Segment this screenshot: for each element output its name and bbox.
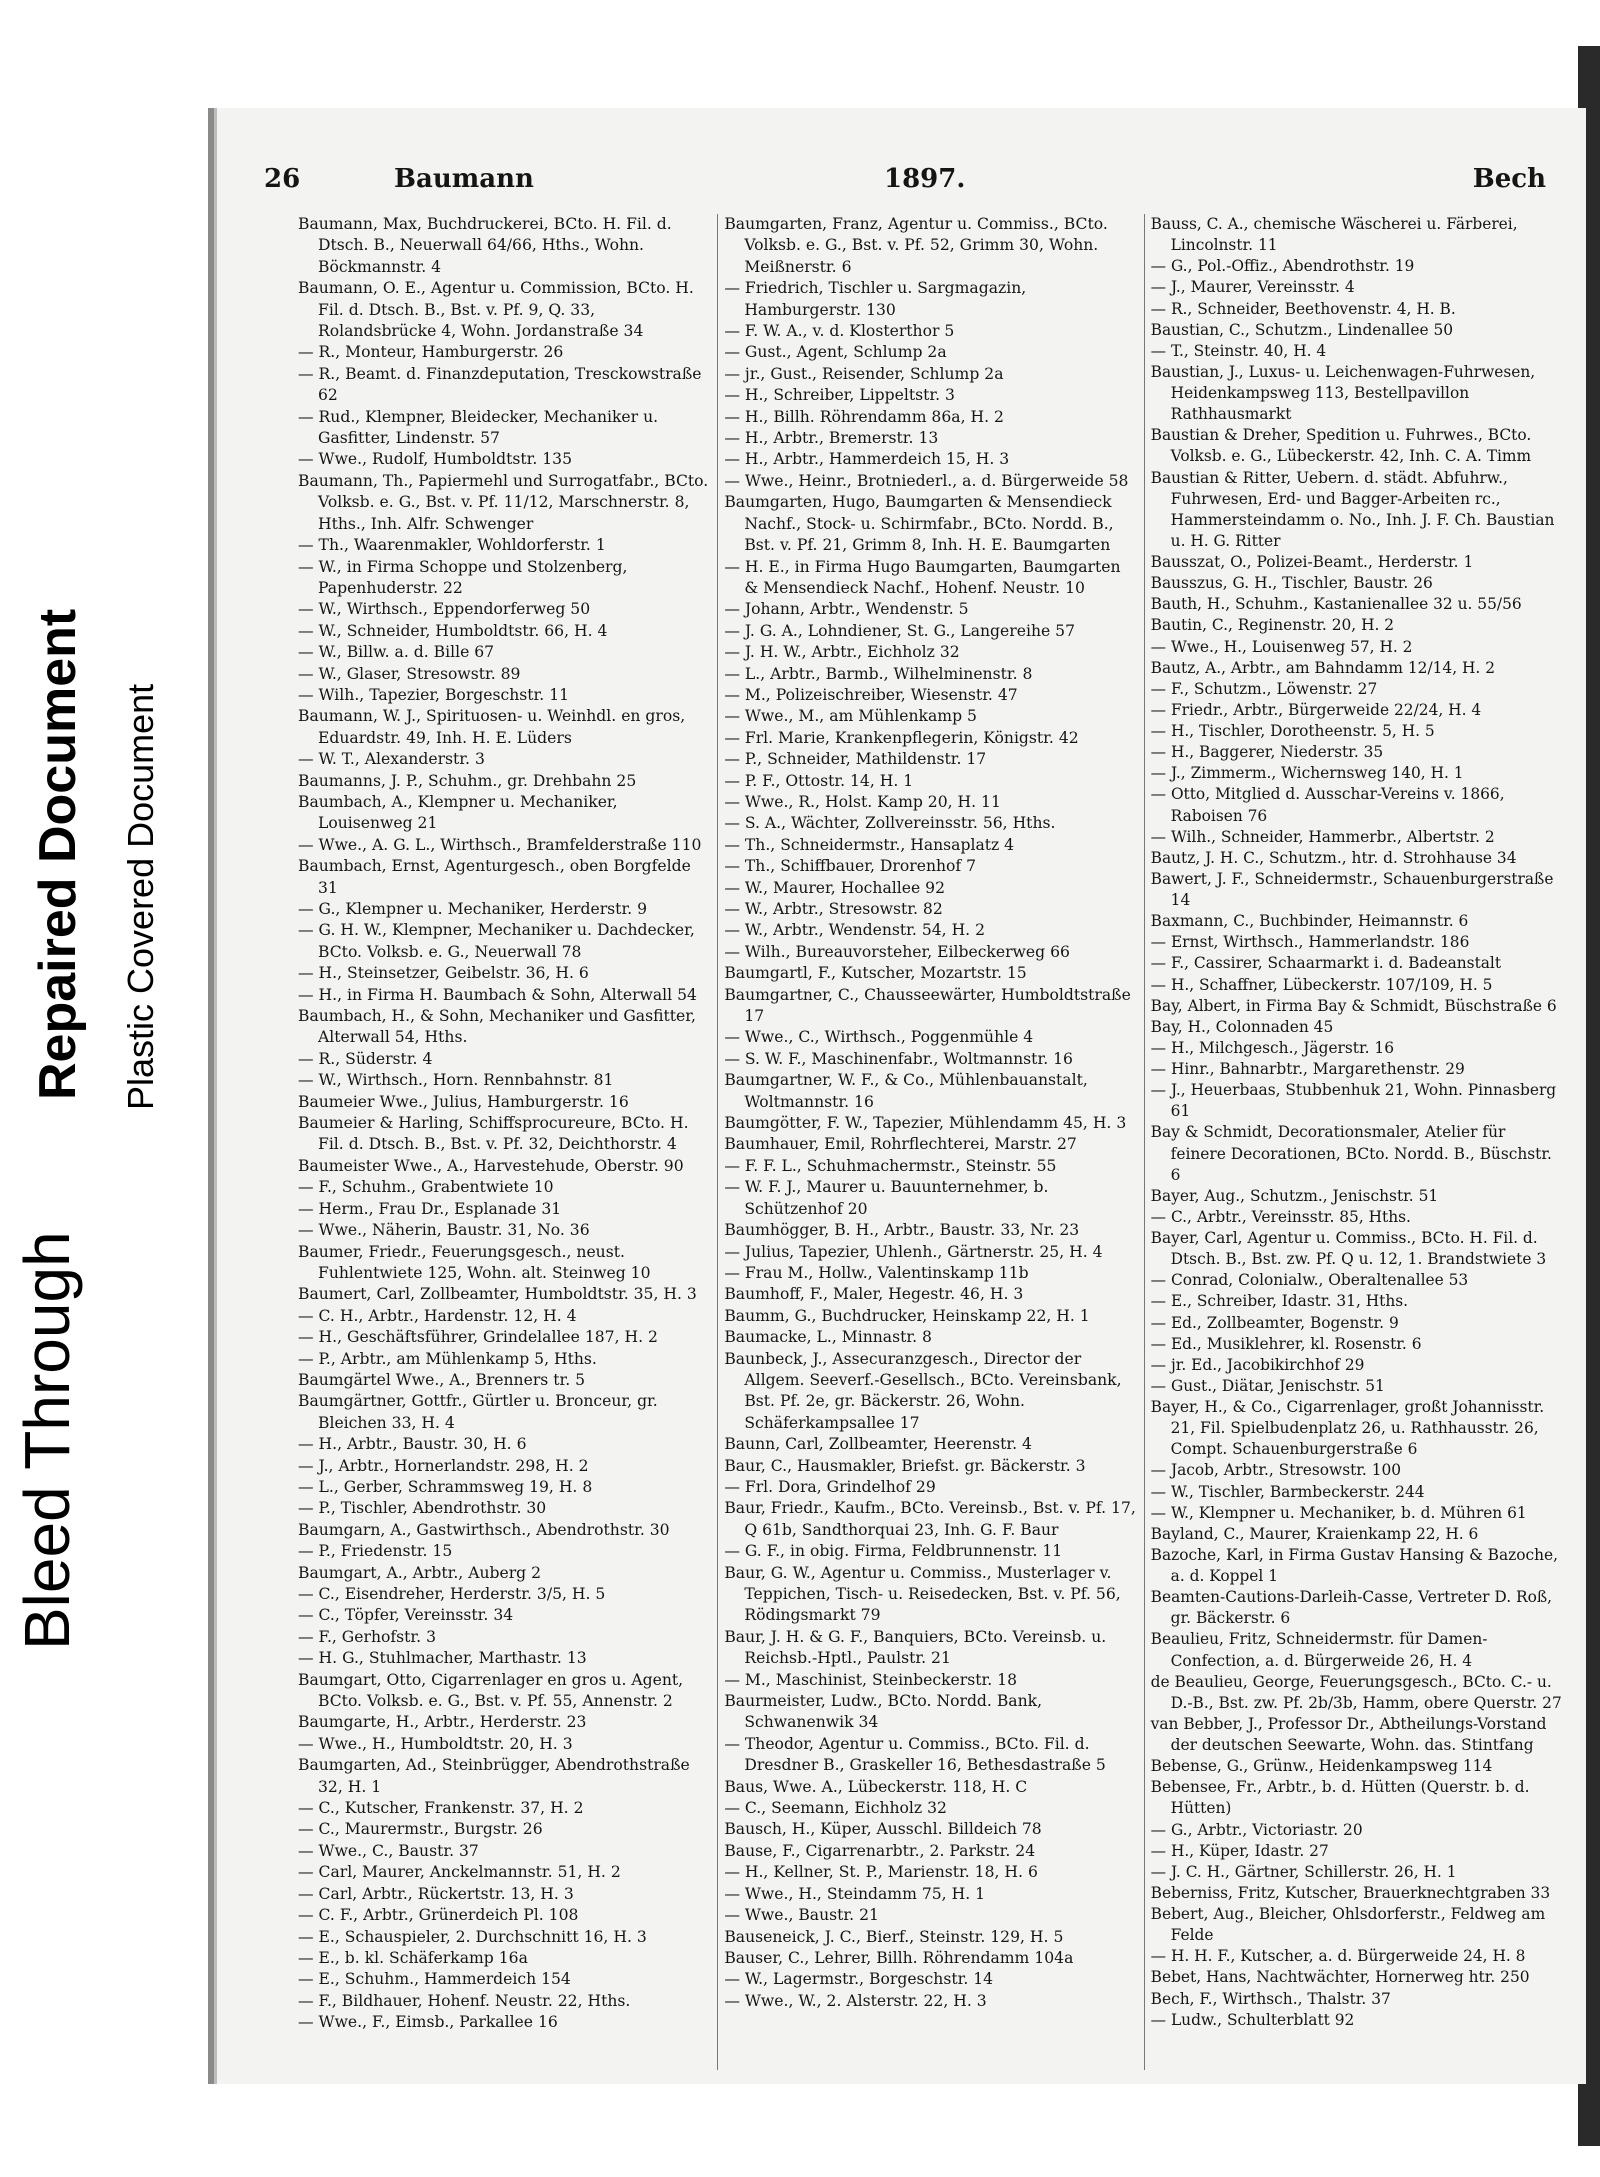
directory-entry: Bauss, C. A., chemische Wäscherei u. Färberei, Lincolnstr. 11: [1150, 215, 1518, 255]
directory-entry: Baumgarten, Ad., Steinbrügger, Abendrothstraße 32, H. 1: [298, 1756, 690, 1796]
directory-entry: Baumann, W. J., Spirituosen- u. Weinhdl. en gros, Eduardstr. 49, Inh. H. E. Lüders: [298, 707, 686, 747]
directory-entry: — Friedr., Arbtr., Bürgerweide 22/24, H. 4: [1150, 700, 1482, 719]
directory-entry: — H., Steinsetzer, Geibelstr. 36, H. 6: [298, 964, 589, 983]
bleed-through-label: Bleed Through: [11, 1231, 83, 1650]
directory-entry: Baur, Friedr., Kaufm., BCto. Vereinsb., Bst. v. Pf. 17, Q 61b, Sandthorquai 23, Inh. G. F. Baur: [724, 1499, 1136, 1539]
directory-entry: — Ed., Musiklehrer, kl. Rosenstr. 6: [1150, 1334, 1422, 1353]
directory-entry: — W., Glaser, Stresowstr. 89: [298, 664, 521, 683]
directory-entry: — H., Küper, Idastr. 27: [1150, 1841, 1329, 1860]
directory-entry: Baumer, Friedr., Feuerungsgesch., neust. Fuhlentwiete 125, Wohn. alt. Steinweg 10: [298, 1242, 651, 1282]
directory-entry: — C. H., Arbtr., Hardenstr. 12, H. 4: [298, 1306, 577, 1325]
column-3: [1144, 214, 1570, 2070]
directory-entry: Baumert, Carl, Zollbeamter, Humboldtstr. 35, H. 3: [298, 1285, 697, 1304]
directory-entry: — Wwe., M., am Mühlenkamp 5: [724, 707, 977, 726]
directory-entry: — H., Billh. Röhrendamm 86a, H. 2: [724, 407, 1004, 426]
directory-entry: — Wwe., H., Steindamm 75, H. 1: [724, 1884, 986, 1903]
directory-entry: — Th., Schneidermstr., Hansaplatz 4: [724, 835, 1015, 854]
directory-entry: — W., in Firma Schoppe und Stolzenberg, Papenhuderstr. 22: [298, 557, 628, 597]
directory-entry: — W., Arbtr., Wendenstr. 54, H. 2: [724, 921, 986, 940]
directory-entry: — F. F. L., Schuhmachermstr., Steinstr. 55: [724, 1156, 1057, 1175]
directory-entry: — C., Arbtr., Vereinsstr. 85, Hths.: [1150, 1207, 1411, 1226]
directory-entry: Bautz, A., Arbtr., am Bahndamm 12/14, H. 2: [1150, 658, 1495, 677]
directory-entry: Baumanns, J. P., Schuhm., gr. Drehbahn 25: [298, 771, 637, 790]
directory-entry: — J., Arbtr., Hornerlandstr. 298, H. 2: [298, 1456, 589, 1475]
directory-entry: — Wwe., R., Holst. Kamp 20, H. 11: [724, 792, 1001, 811]
directory-entry: — J., Maurer, Vereinsstr. 4: [1150, 278, 1355, 297]
year: 1897.: [884, 164, 966, 194]
directory-entry: — L., Gerber, Schrammsweg 19, H. 8: [298, 1477, 593, 1496]
directory-entry: — Friedrich, Tischler u. Sargmagazin, Hamburgerstr. 130: [724, 279, 1027, 319]
directory-entry: — Herm., Frau Dr., Esplanade 31: [298, 1199, 562, 1218]
directory-entry: — W., Schneider, Humboldtstr. 66, H. 4: [298, 621, 608, 640]
directory-entry: — Frl. Dora, Grindelhof 29: [724, 1477, 936, 1496]
directory-entry: Baur, J. H. & G. F., Banquiers, BCto. Vereinsb. u. Reichsb.-Hptl., Paulstr. 21: [724, 1627, 1107, 1668]
directory-entry: — F., Gerhofstr. 3: [298, 1627, 436, 1646]
directory-entry: Bazoche, Karl, in Firma Gustav Hansing & Bazoche, a. d. Koppel 1: [1150, 1545, 1559, 1585]
directory-entry: Beamten-Cautions-Darleih-Casse, Vertreter D. Roß, gr. Bäckerstr. 6: [1150, 1588, 1553, 1628]
directory-entry: Baumhoff, F., Maler, Hegestr. 46, H. 3: [724, 1285, 1024, 1304]
directory-entry: — R., Süderstr. 4: [298, 1049, 433, 1068]
directory-entry: Bebense, G., Grünw., Heidenkampsweg 114: [1150, 1757, 1493, 1776]
directory-entry: — G. F., in obig. Firma, Feldbrunnenstr. 11: [724, 1542, 1063, 1561]
directory-entry: — G., Pol.-Offiz., Abendrothstr. 19: [1150, 257, 1415, 276]
directory-entry: Bausszus, G. H., Tischler, Baustr. 26: [1150, 574, 1433, 593]
directory-entry: Bay & Schmidt, Decorationsmaler, Atelier für feinere Decorationen, BCto. Nordd. B., Büschstr. 6: [1150, 1123, 1552, 1184]
directory-entry: — P. F., Ottostr. 14, H. 1: [724, 771, 914, 790]
directory-entry: Baustian, J., Luxus- u. Leichenwagen-Fuhrwesen, Heidenkampsweg 113, Bestellpavillon Rathhausmarkt: [1150, 362, 1536, 424]
directory-entry: van Bebber, J., Professor Dr., Abtheilungs-Vorstand der deutschen Seewarte, Wohn. das. Stintfang: [1150, 1714, 1547, 1754]
directory-entry: Bayer, Carl, Agentur u. Commiss., BCto. H. Fil. d. Dtsch. B., Bst. zw. Pf. Q u. 12, 1. Brandstwiete 3: [1150, 1229, 1547, 1269]
directory-entry: Bautin, C., Reginenstr. 20, H. 2: [1150, 616, 1395, 635]
directory-entry: — Ed., Zollbeamter, Bogenstr. 9: [1150, 1313, 1399, 1332]
directory-entry: — H., Geschäftsführer, Grindelallee 187, H. 2: [298, 1328, 658, 1347]
directory-entry: — jr., Gust., Reisender, Schlump 2a: [724, 364, 1004, 383]
directory-entry: Baurmeister, Ludw., BCto. Nordd. Bank, Schwanenwik 34: [724, 1692, 1043, 1732]
directory-entry: — Frl. Marie, Krankenpflegerin, Königstr. 42: [724, 728, 1079, 747]
directory-entry: — H., Arbtr., Baustr. 30, H. 6: [298, 1435, 527, 1454]
directory-entry: — H., Arbtr., Hammerdeich 15, H. 3: [724, 450, 1010, 469]
directory-entry: — W., Tischler, Barmbeckerstr. 244: [1150, 1482, 1425, 1501]
directory-entry: Baumgarten, Hugo, Baumgarten & Mensendieck Nachf., Stock- u. Schirmfabr., BCto. Nordd. B., Bst. v. Pf. 21, Grimm 8, Inh. H. E. Baumgarten: [724, 493, 1114, 555]
directory-entry: Baumgarn, A., Gastwirthsch., Abendrothstr. 30: [298, 1520, 670, 1539]
directory-entry: — R., Schneider, Beethovenstr. 4, H. B.: [1150, 299, 1456, 318]
directory-entry: — Rud., Klempner, Bleidecker, Mechaniker u. Gasfitter, Lindenstr. 57: [298, 407, 659, 448]
directory-entry: Bayland, C., Maurer, Kraienkamp 22, H. 6: [1150, 1524, 1479, 1543]
directory-entry: Baumgötter, F. W., Tapezier, Mühlendamm 45, H. 3: [724, 1114, 1127, 1133]
directory-entry: — J. C. H., Gärtner, Schillerstr. 26, H. 1: [1150, 1862, 1457, 1881]
directory-entry: — E., b. kl. Schäferkamp 16a: [298, 1948, 528, 1967]
directory-entry: — Otto, Mitglied d. Ausschar-Vereins v. 1866, Raboisen 76: [1150, 785, 1505, 825]
directory-entry: — J. H. W., Arbtr., Eichholz 32: [724, 643, 960, 662]
directory-entry: Baustian & Ritter, Uebern. d. städt. Abfuhrw., Fuhrwesen, Erd- und Bagger-Arbeiten rc., Hammersteindamm o. No., Inh. J. F. Ch. Baustian u. H. G. Ritter: [1150, 468, 1555, 550]
directory-entry: — Gust., Agent, Schlump 2a: [724, 343, 947, 362]
directory-entry: — C., Seemann, Eichholz 32: [724, 1799, 947, 1818]
directory-entry: — R., Monteur, Hamburgerstr. 26: [298, 343, 564, 362]
directory-entry: Bay, Albert, in Firma Bay & Schmidt, Büschstraße 6: [1150, 996, 1557, 1015]
directory-entry: — Wwe., W., 2. Alsterstr. 22, H. 3: [724, 1991, 987, 2010]
directory-entry: Baumann, O. E., Agentur u. Commission, BCto. H. Fil. d. Dtsch. B., Bst. v. Pf. 9, Q. 33, Rolandsbrücke 4, Wohn. Jordanstraße 34: [298, 279, 694, 341]
directory-entry: — Wilh., Tapezier, Borgeschstr. 11: [298, 685, 570, 704]
directory-entry: — S. A., Wächter, Zollvereinsstr. 56, Hths.: [724, 814, 1056, 833]
directory-entry: — C., Eisendreher, Herderstr. 3/5, H. 5: [298, 1585, 606, 1603]
directory-entry: Baumm, G., Buchdrucker, Heinskamp 22, H. 1: [724, 1306, 1090, 1325]
directory-entry: — Jacob, Arbtr., Stresowstr. 100: [1150, 1461, 1402, 1480]
directory-entry: Baumgart, A., Arbtr., Auberg 2: [298, 1563, 542, 1582]
directory-entry: — P., Friedenstr. 15: [298, 1542, 453, 1561]
directory-columns: [292, 214, 1570, 2070]
directory-entry: Baus, Wwe. A., Lübeckerstr. 118, H. C: [724, 1777, 1028, 1796]
directory-entry: — Ludw., Schulterblatt 92: [1150, 2010, 1355, 2029]
directory-entry: — G. H. W., Klempner, Mechaniker u. Dachdecker, BCto. Volksb. e. G., Neuerwall 78: [298, 921, 695, 961]
directory-entry: — E., Schreiber, Idastr. 31, Hths.: [1150, 1292, 1409, 1311]
directory-entry: — G., Klempner u. Mechaniker, Herderstr. 9: [298, 900, 648, 918]
directory-entry: Bebert, Aug., Bleicher, Ohlsdorferstr., Feldweg am Felde: [1150, 1905, 1546, 1945]
directory-entry: — M., Maschinist, Steinbeckerstr. 18: [724, 1670, 1018, 1689]
directory-entry: Baumeister Wwe., A., Harvestehude, Oberstr. 90: [298, 1156, 684, 1175]
directory-entry: — Julius, Tapezier, Uhlenh., Gärtnerstr. 25, H. 4: [724, 1242, 1103, 1261]
directory-entry: — Wwe., Baustr. 21: [724, 1906, 879, 1925]
directory-entry: — E., Schauspieler, 2. Durchschnitt 16, H. 3: [298, 1927, 647, 1946]
directory-entry: Beaulieu, Fritz, Schneidermstr. für Damen-Confection, a. d. Bürgerweide 26, H. 4: [1150, 1630, 1488, 1670]
directory-entry: — C., Kutscher, Frankenstr. 37, H. 2: [298, 1799, 584, 1818]
directory-entry: — H. H. F., Kutscher, a. d. Bürgerweide 24, H. 8: [1150, 1947, 1526, 1966]
directory-entry: — Wilh., Schneider, Hammerbr., Albertstr. 2: [1150, 827, 1495, 846]
directory-entry: Bauth, H., Schuhm., Kastanienallee 32 u. 55/56: [1150, 595, 1522, 614]
plastic-covered-document-label: Plastic Covered Document: [120, 683, 161, 1110]
directory-entry: Baumgartl, F., Kutscher, Mozartstr. 15: [724, 964, 1027, 983]
directory-entry: — H. E., in Firma Hugo Baumgarten, Baumgarten & Mensendieck Nachf., Hohenf. Neustr. 10: [724, 557, 1121, 597]
page-header: [264, 164, 1546, 194]
directory-entry: Baumeier & Harling, Schiffsprocureure, BCto. H. Fil. d. Dtsch. B., Bst. v. Pf. 32, Deichthorstr. 4: [298, 1114, 689, 1154]
directory-entry: — W., Wirthsch., Eppendorferweg 50: [298, 600, 591, 619]
directory-entry: — W., Arbtr., Stresowstr. 82: [724, 900, 943, 918]
directory-entry: — Theodor, Agentur u. Commiss., BCto. Fil. d. Dresdner B., Graskeller 16, Bethesdastraße 5: [724, 1734, 1106, 1775]
directory-entry: — Carl, Maurer, Anckelmannstr. 51, H. 2: [298, 1863, 621, 1882]
directory-entry: — Th., Schiffbauer, Drorenhof 7: [724, 857, 977, 876]
directory-entry: Baumgärtner, Gottfr., Gürtler u. Bronceur, gr. Bleichen 33, H. 4: [298, 1392, 658, 1432]
directory-entry: — R., Beamt. d. Finanzdeputation, Tresckowstraße 62: [298, 364, 702, 405]
directory-entry: Baumgarte, H., Arbtr., Herderstr. 23: [298, 1713, 587, 1732]
directory-entry: Baxmann, C., Buchbinder, Heimannstr. 6: [1150, 912, 1469, 931]
directory-entry: — Conrad, Colonialw., Oberaltenallee 53: [1150, 1271, 1469, 1290]
directory-entry: Beberniss, Fritz, Kutscher, Brauerknechtgraben 33: [1150, 1883, 1551, 1902]
directory-entry: — Johann, Arbtr., Wendenstr. 5: [724, 600, 969, 619]
directory-entry: Baumgart, Otto, Cigarrenlager en gros u. Agent, BCto. Volksb. e. G., Bst. v. Pf. 55, Annenstr. 2: [298, 1670, 684, 1711]
directory-entry: Baumhögger, B. H., Arbtr., Baustr. 33, Nr. 23: [724, 1221, 1080, 1240]
directory-entry: Baustian & Dreher, Spedition u. Fuhrwes., BCto. Volksb. e. G., Lübeckerstr. 42, Inh. C. A. Timm: [1150, 426, 1532, 466]
directory-entry: Baumgartner, C., Chausseewärter, Humboldtstraße 17: [724, 985, 1131, 1026]
directory-entry: Baumhauer, Emil, Rohrflechterei, Marstr. 27: [724, 1135, 1077, 1154]
directory-entry: Baumbach, A., Klempner u. Mechaniker, Louisenweg 21: [298, 792, 618, 833]
directory-entry: Bayer, Aug., Schutzm., Jenischstr. 51: [1150, 1186, 1439, 1205]
directory-entry: Baumbach, H., & Sohn, Mechaniker und Gasfitter, Alterwall 54, Hths.: [298, 1007, 696, 1047]
directory-entry: — Wwe., F., Eimsb., Parkallee 16: [298, 2013, 558, 2032]
directory-entry: — J., Zimmerm., Wichernsweg 140, H. 1: [1150, 764, 1464, 783]
directory-entry: Baustian, C., Schutzm., Lindenallee 50: [1150, 320, 1454, 339]
directory-entry: Bauseneick, J. C., Bierf., Steinstr. 129, H. 5: [724, 1927, 1064, 1946]
page-number: 26: [264, 164, 301, 194]
directory-entry: — Frau M., Hollw., Valentinskamp 11b: [724, 1263, 1029, 1282]
directory-entry: — T., Steinstr. 40, H. 4: [1150, 341, 1327, 360]
directory-entry: — H., Arbtr., Bremerstr. 13: [724, 429, 939, 448]
directory-entry: — Hinr., Bahnarbtr., Margarethenstr. 29: [1150, 1060, 1465, 1078]
directory-entry: — Wwe., H., Louisenweg 57, H. 2: [1150, 637, 1413, 656]
right-keyword: Bech: [1472, 164, 1546, 194]
directory-entry: — Th., Waarenmakler, Wohldorferstr. 1: [298, 536, 606, 555]
directory-entry: Bebet, Hans, Nachtwächter, Hornerweg htr. 250: [1150, 1968, 1530, 1987]
directory-entry: — C., Töpfer, Vereinsstr. 34: [298, 1606, 514, 1625]
directory-entry: — C., Maurermstr., Burgstr. 26: [298, 1820, 543, 1839]
directory-entry: Baumgarten, Franz, Agentur u. Commiss., BCto. Volksb. e. G., Bst. v. Pf. 52, Grimm 30, Wohn. Meißnerstr. 6: [724, 215, 1108, 276]
repaired-document-label: Repaired Document: [29, 608, 87, 1100]
directory-entry: — C. F., Arbtr., Grünerdeich Pl. 108: [298, 1906, 579, 1925]
directory-entry: — H., in Firma H. Baumbach & Sohn, Alterwall 54: [298, 985, 697, 1004]
directory-entry: Bay, H., Colonnaden 45: [1150, 1017, 1334, 1036]
directory-entry: — H., Baggerer, Niederstr. 35: [1150, 743, 1384, 762]
directory-entry: — Gust., Diätar, Jenischstr. 51: [1150, 1376, 1385, 1395]
directory-entry: Bausch, H., Küper, Ausschl. Billdeich 78: [724, 1820, 1042, 1839]
directory-entry: — Wwe., H., Humboldtstr. 20, H. 3: [298, 1734, 573, 1753]
directory-entry: Bautz, J. H. C., Schutzm., htr. d. Strohhause 34: [1150, 848, 1517, 867]
directory-entry: — Wilh., Bureauvorsteher, Eilbeckerweg 66: [724, 942, 1070, 961]
directory-entry: Bausszat, O., Polizei-Beamt., Herderstr. 1: [1150, 553, 1474, 571]
directory-entry: — Wwe., Heinr., Brotniederl., a. d. Bürgerweide 58: [724, 471, 1129, 490]
directory-entry: — jr. Ed., Jacobikirchhof 29: [1150, 1355, 1365, 1374]
directory-entry: — F., Schuhm., Grabentwiete 10: [298, 1178, 554, 1197]
directory-entry: Bawert, J. F., Schneidermstr., Schauenburgerstraße 14: [1150, 869, 1554, 909]
directory-entry: — H., Schaffner, Lübeckerstr. 107/109, H. 5: [1150, 975, 1493, 994]
directory-entry: — H., Schreiber, Lippeltstr. 3: [724, 386, 955, 405]
directory-entry: Baumann, Max, Buchdruckerei, BCto. H. Fil. d. Dtsch. B., Neuerwall 64/66, Hths., Wohn. Böckmannstr. 4: [298, 215, 672, 276]
directory-entry: — F., Bildhauer, Hohenf. Neustr. 22, Hths.: [298, 1991, 631, 2010]
directory-entry: — H. G., Stuhlmacher, Marthastr. 13: [298, 1649, 587, 1668]
directory-entry: — Wwe., Rudolf, Humboldtstr. 135: [298, 450, 573, 469]
directory-page: [208, 108, 1586, 2084]
directory-entry: — F., Schutzm., Löwenstr. 27: [1150, 679, 1378, 698]
directory-entry: — G., Arbtr., Victoriastr. 20: [1150, 1820, 1363, 1839]
directory-entry: — Wwe., C., Wirthsch., Poggenmühle 4: [724, 1028, 1034, 1047]
directory-entry: — Carl, Arbtr., Rückertstr. 13, H. 3: [298, 1884, 574, 1903]
directory-entry: — W., Maurer, Hochallee 92: [724, 878, 945, 897]
directory-entry: — S. W. F., Maschinenfabr., Woltmannstr. 16: [724, 1049, 1073, 1068]
directory-entry: Baur, G. W., Agentur u. Commiss., Musterlager v. Teppichen, Tisch- u. Reisedecken, Bst. v. Pf. 56, Rödingsmarkt 79: [724, 1563, 1121, 1625]
directory-entry: — H., Kellner, St. P., Marienstr. 18, H. 6: [724, 1863, 1038, 1882]
directory-entry: Bause, F., Cigarrenarbtr., 2. Parkstr. 24: [724, 1841, 1036, 1860]
directory-entry: — Wwe., C., Baustr. 37: [298, 1841, 479, 1860]
directory-entry: — H., Milchgesch., Jägerstr. 16: [1150, 1038, 1395, 1057]
directory-entry: — M., Polizeischreiber, Wiesenstr. 47: [724, 685, 1018, 704]
directory-entry: — F. W. A., v. d. Klosterthor 5: [724, 322, 955, 341]
directory-entry: Baumacke, L., Minnastr. 8: [724, 1328, 932, 1347]
directory-entry: — L., Arbtr., Barmb., Wilhelminenstr. 8: [724, 664, 1033, 683]
directory-entry: — H., Tischler, Dorotheenstr. 5, H. 5: [1150, 722, 1435, 740]
directory-entry: — W. F. J., Maurer u. Bauunternehmer, b. Schützenhof 20: [724, 1178, 1049, 1218]
directory-entry: de Beaulieu, George, Feuerungsgesch., BCto. C.- u. D.-B., Bst. zw. Pf. 2b/3b, Hamm, obere Querstr. 27: [1150, 1672, 1562, 1712]
directory-entry: — J. G. A., Lohndiener, St. G., Langereihe 57: [724, 621, 1076, 640]
directory-entry: — Wwe., A. G. L., Wirthsch., Bramfelderstraße 110: [298, 835, 702, 854]
directory-entry: Baumbach, Ernst, Agenturgesch., oben Borgfelde 31: [298, 857, 691, 897]
directory-entry: — W., Klempner u. Mechaniker, b. d. Mühren 61: [1150, 1503, 1527, 1522]
directory-entry: — W., Billw. a. d. Bille 67: [298, 643, 495, 662]
directory-entry: Baumann, Th., Papiermehl und Surrogatfabr., BCto. Volksb. e. G., Bst. v. Pf. 11/12, Marschnerstr. 8, Hths., Inh. Alfr. Schwenger: [298, 471, 709, 533]
directory-entry: Baunbeck, J., Assecuranzgesch., Director der Allgem. Seeverf.-Gesellsch., BCto. Vereinsbank, Bst. Pf. 2e, gr. Bäckerstr. 26, Wohn. Schäferkampsallee 17: [724, 1349, 1122, 1432]
directory-entry: Baur, C., Hausmakler, Briefst. gr. Bäckerstr. 3: [724, 1456, 1086, 1475]
column-1: [292, 214, 717, 2070]
directory-entry: — E., Schuhm., Hammerdeich 154: [298, 1970, 571, 1989]
directory-entry: Baumeier Wwe., Julius, Hamburgerstr. 16: [298, 1092, 629, 1111]
directory-entry: — Ernst, Wirthsch., Hammerlandstr. 186: [1150, 933, 1470, 952]
directory-entry: — P., Schneider, Mathildenstr. 17: [724, 750, 987, 769]
directory-entry: Bebensee, Fr., Arbtr., b. d. Hütten (Querstr. b. d. Hütten): [1150, 1778, 1530, 1818]
column-2: [717, 214, 1143, 2070]
directory-entry: Bauser, C., Lehrer, Billh. Röhrendamm 104a: [724, 1948, 1074, 1967]
directory-entry: Baumgartner, W. F., & Co., Mühlenbauanstalt, Woltmannstr. 16: [724, 1071, 1088, 1111]
directory-entry: — P., Tischler, Abendrothstr. 30: [298, 1499, 547, 1518]
directory-entry: Bayer, H., & Co., Cigarrenlager, großt Johannisstr. 21, Fil. Spielbudenplatz 26, u. Rathhausstr. 26, Compt. Schauenburgerstraße 6: [1150, 1398, 1545, 1459]
left-keyword: Baumann: [394, 164, 534, 194]
directory-entry: — P., Arbtr., am Mühlenkamp 5, Hths.: [298, 1349, 597, 1368]
directory-entry: — W., Lagermstr., Borgeschstr. 14: [724, 1970, 994, 1989]
directory-entry: Baunn, Carl, Zollbeamter, Heerenstr. 4: [724, 1435, 1032, 1454]
directory-entry: Baumgärtel Wwe., A., Brenners tr. 5: [298, 1370, 586, 1389]
directory-entry: Bech, F., Wirthsch., Thalstr. 37: [1150, 1989, 1391, 2008]
directory-entry: — J., Heuerbaas, Stubbenhuk 21, Wohn. Pinnasberg 61: [1150, 1081, 1557, 1121]
directory-entry: — W. T., Alexanderstr. 3: [298, 750, 485, 769]
directory-entry: — F., Cassirer, Schaarmarkt i. d. Badeanstalt: [1150, 954, 1502, 973]
directory-entry: — W., Wirthsch., Horn. Rennbahnstr. 81: [298, 1071, 614, 1090]
directory-entry: — Wwe., Näherin, Baustr. 31, No. 36: [298, 1221, 590, 1240]
